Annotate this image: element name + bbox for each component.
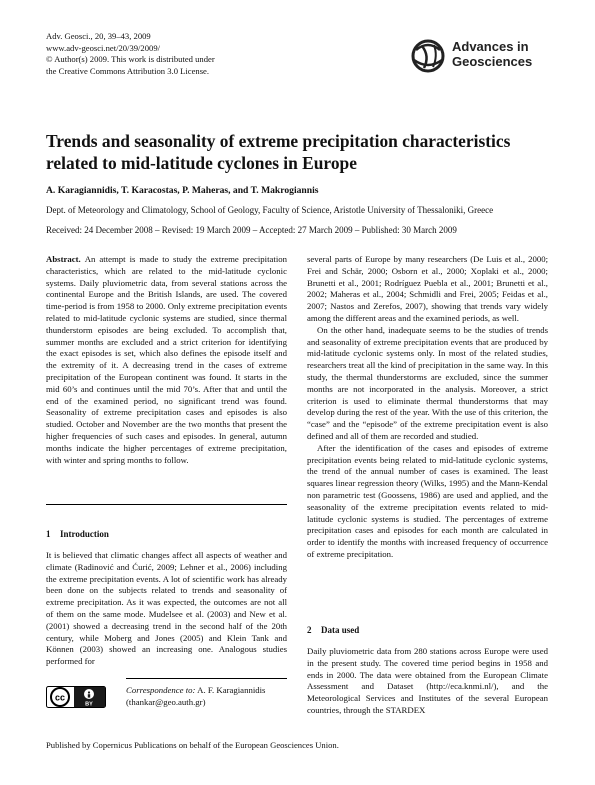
article-dates: Received: 24 December 2008 – Revised: 19 March 2009 – Accepted: 27 March 2009 – Published: 30 March 2009 bbox=[46, 225, 457, 235]
paragraph: After the identification of the cases and episodes of extreme precipitation events being related to mid-latitude cyclonic systems, the trend of the annual number of cases is examined. The least squares linear regression theory (Wilks, 1995) and the Mann-Kendal non parametric test (Goossens, 1986) are used and applied, and the seasonality of the extreme precipitation events related to mid-latitude cyclonic systems is studied. The percentages of extreme precipitation cases and episodes for each month are calculated in order to identify the months with increased frequency of occurrence of extreme precipitation. bbox=[307, 442, 548, 559]
abstract-divider bbox=[46, 504, 287, 505]
section-heading-data-used bbox=[307, 625, 359, 635]
logo-line-1: Advances in bbox=[452, 39, 529, 54]
abstract-label: Abstract. bbox=[46, 254, 81, 264]
section-title: Introduction bbox=[60, 529, 109, 539]
correspondence-email[interactable]: (thankar@geo.auth.gr) bbox=[126, 697, 206, 707]
section-number: 1 bbox=[46, 529, 51, 539]
cc-badge-right: BY bbox=[85, 701, 93, 708]
abstract bbox=[46, 254, 287, 466]
logo-line-2: Geosciences bbox=[452, 54, 533, 69]
journal-url[interactable]: www.adv-geosci.net/20/39/2009/ bbox=[46, 42, 161, 53]
cc-badge-left: cc bbox=[54, 692, 66, 703]
article-affiliation: Dept. of Meteorology and Climatology, School of Geology, Faculty of Science, Aristotle University of Thessaloniki, Greece bbox=[46, 205, 494, 215]
journal-citation: Adv. Geosci., 20, 39–43, 2009 bbox=[46, 31, 151, 41]
data-used-body bbox=[307, 646, 548, 717]
correspondence-block bbox=[46, 684, 287, 714]
introduction-continued bbox=[307, 254, 548, 561]
paragraph: several parts of Europe by many researchers (De Luis et al., 2000; Frei and Schär, 2000; Osborn et al., 2000; Xoplaki et al., 2000; Brunetti et al., 2001; Rodríguez Puebla et al., 2001; Brunetti et al., 2002; Maheras et al., 2004; Schmidli and Frei, 2005; Feidas et al., 2007; Nastos and Zerefos, 2007), showing that trends vary widely among the different areas and the examined periods, as well. bbox=[307, 254, 548, 323]
license-line: the Creative Commons Attribution 3.0 License. bbox=[46, 65, 210, 76]
section-heading-introduction bbox=[46, 529, 109, 539]
cc-by-license-icon bbox=[46, 686, 106, 708]
publisher-footer: Published by Copernicus Publications on behalf of the European Geosciences Union. bbox=[46, 740, 339, 750]
correspondence-name: A. F. Karagiannidis bbox=[197, 685, 266, 695]
copyright-line: © Author(s) 2009. This work is distributed under bbox=[46, 54, 215, 65]
abstract-text: An attempt is made to study the extreme precipitation characteristics, which are related to the mid-latitude cyclonic systems. Daily pluviometric data, from several stations across the continental Europe and the British Islands, are used. The covered time-period is from 1958 to 2000. Only extreme precipitation events related to mid-latitude cyclonic systems are studied, since thermal thunderstorm episodes are being excluded. To accomplish that, summer months are excluded and a strict criterion for identifying the exact episodes is set, which also defines the episode itself and the extremity of it. A decreasing trend in the cases of extreme precipitation of the European continent was found. It starts in the mid 60’s and continues until the mid 70’s. After that and until the end of the examined period, no significant trend was found. Seasonality of extreme precipitation cases and episodes is also studied. October and November are the two months that present the higher frequencies of such cases and episodes. In general, autumn months indicate the higher percentages of extreme precipitation, with winter and spring months to follow. bbox=[46, 254, 288, 465]
paragraph: Daily pluviometric data from 280 stations across Europe were used in the present study. The covered time period begins in 1958 and ends in 2000. The data were obtained from the European Climate Assessment and Dataset (http://eca.knmi.nl/), and the Meteorological Services and Institutes of the several European countries, through the STARDEX bbox=[307, 646, 548, 715]
article-title: Trends and seasonality of extreme precipitation characteristics related to mid-latitude cyclones in Europe bbox=[46, 131, 511, 173]
correspondence-label: Correspondence to: bbox=[126, 685, 196, 695]
paragraph: On the other hand, inadequate seems to be the studies of trends and seasonality of extreme precipitation events that are produced by mid-latitude cyclonic systems only. In most of the related studies, researchers treat all the kind of precipitation in the same way. In this study, the thermal thunderstorms are excluded, since the summer months are not incorporated in the analysis. Moreover, a strict criterion is used to eliminate thermal thunderstorms that may develop during the rest of the year. With the use of this criterion, the “case” and the “episode” of the extreme precipitation event is also defined and all of them are recorded and studied. bbox=[307, 324, 548, 441]
article-authors: A. Karagiannidis, T. Karacostas, P. Maheras, and T. Makrogiannis bbox=[46, 185, 319, 196]
footnote-rule bbox=[126, 678, 287, 679]
journal-logo bbox=[408, 36, 558, 76]
globe-logo-icon bbox=[408, 36, 448, 76]
section-number: 2 bbox=[307, 625, 312, 635]
section-title: Data used bbox=[321, 625, 360, 635]
paragraph: It is believed that climatic changes affect all aspects of weather and climate (Radinović and Ćurić, 2009; Lehner et al., 2006) including the extreme precipitation events. A lot of scientific work has already been done on the subjects related to trends and seasonality of extreme precipitation. As it was expected, the outcomes are not all of them on the same mode. Mudelsee et al. (2003) and New et al. (2001) showed a decreasing trend in the second half of the 20th century, while Moberg and Jones (2005) and Klein Tank and Können (2003) showed an increasing one. Analogous studies performed for bbox=[46, 550, 287, 667]
journal-metadata bbox=[46, 31, 215, 77]
introduction-body bbox=[46, 550, 287, 668]
